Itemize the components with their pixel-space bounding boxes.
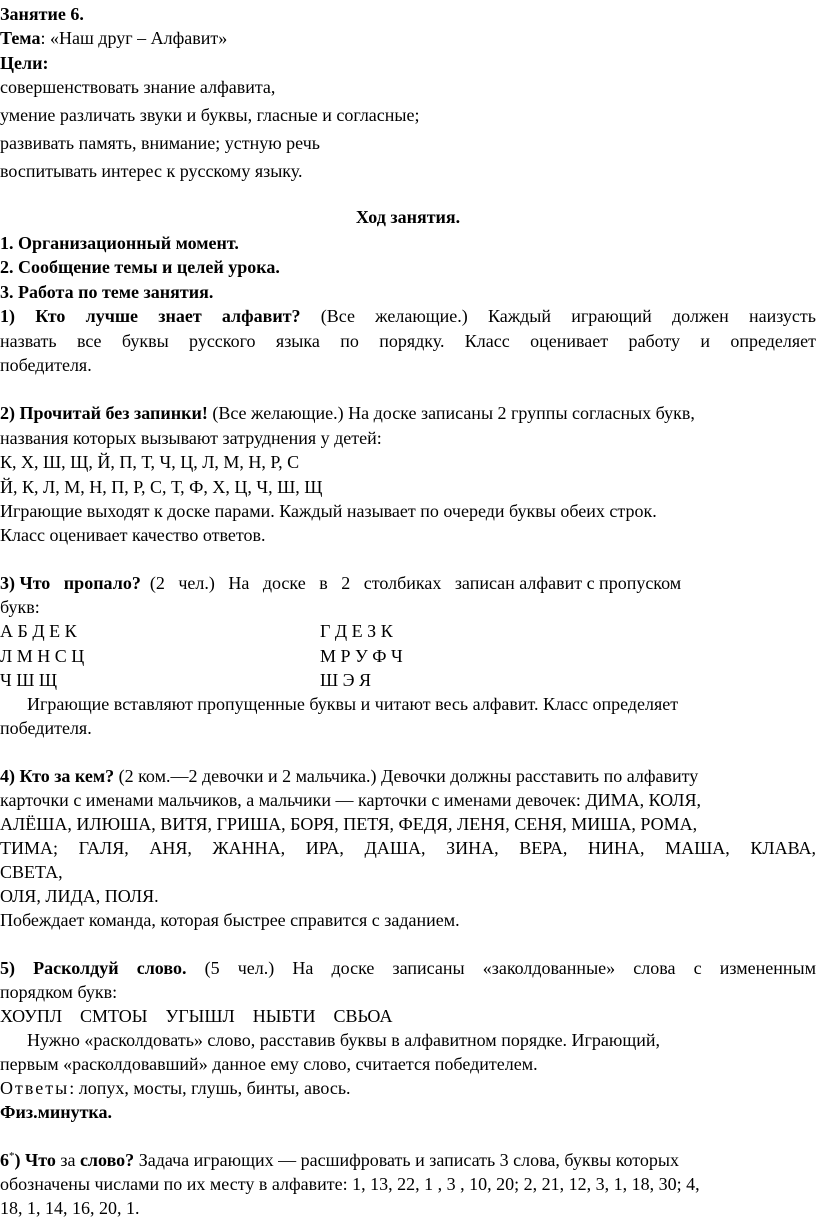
task3-line2: букв: bbox=[0, 597, 40, 617]
task1-text: (Все желающие.) Каждый играющий должен наизусть bbox=[300, 306, 816, 326]
task3-col1-row: А Б Д Е К bbox=[0, 621, 77, 641]
goal-item: совершенствовать знание алфавита, bbox=[0, 77, 276, 97]
answers-text: : лопух, мосты, глушь, бинты, авось. bbox=[69, 1078, 351, 1098]
task6-paren: ) bbox=[14, 1150, 21, 1170]
task6-za: за bbox=[60, 1150, 76, 1170]
task6-line2: обозначены числами по их месту в алфавите: 1, 13, 22, 1 , 3 , 10, 20; 2, 21, 12, 3, 1, 18, 30; 4, bbox=[0, 1174, 700, 1194]
task4-text: (2 ком.—2 девочки и 2 мальчика.) Девочки должны расставить по алфавиту bbox=[114, 766, 699, 786]
goal-item: умение различать звуки и буквы, гласные и согласные; bbox=[0, 105, 420, 125]
task5-line4: первым «расколдовавший» данное ему слово, считается победителем. bbox=[0, 1054, 538, 1074]
task3-col1-row: Ч Ш Щ bbox=[0, 670, 58, 690]
task3-text: (2 чел.) На доске в 2 столбиках записан алфавит с пропуском bbox=[140, 573, 682, 593]
task3-line1 bbox=[0, 572, 681, 594]
task2-line4: Класс оценивает качество ответов. bbox=[0, 525, 266, 545]
task6-number: 6 bbox=[0, 1150, 9, 1170]
task2-line1 bbox=[0, 402, 695, 424]
goal-item: воспитывать интерес к русскому языку. bbox=[0, 161, 303, 181]
task2-row1: К, Х, Ш, Щ, Й, П, Т, Ч, Ц, Л, М, Н, Р, С bbox=[0, 452, 300, 472]
task5-line1 bbox=[0, 957, 816, 979]
theme-value: : «Наш друг – Алфавит» bbox=[40, 28, 228, 48]
theme-label: Тема bbox=[0, 28, 41, 48]
task1-line2: назвать все буквы русского языка по порядку. Класс оценивает работу и определяет bbox=[0, 331, 816, 351]
goals-label: Цели: bbox=[0, 53, 49, 73]
task3-col1-row: Л М Н С Ц bbox=[0, 646, 85, 666]
task6-line1 bbox=[0, 1149, 679, 1171]
task5-words: ХОУПЛ СМТОЫ УГЫШЛ НЫБТИ СВЬОА bbox=[0, 1006, 393, 1026]
task5-line2: порядком букв: bbox=[0, 982, 118, 1002]
task2-row2: Й, К, Л, М, Н, П, Р, С, Т, Ф, Х, Ц, Ч, Ш, Щ bbox=[0, 477, 323, 497]
task4-line6: ОЛЯ, ЛИДА, ПОЛЯ. bbox=[0, 886, 159, 906]
task4-line1 bbox=[0, 765, 698, 787]
task4-line5: СВЕТА, bbox=[0, 862, 63, 882]
task4-line2: карточки с именами мальчиков, а мальчики — карточки с именами девочек: ДИМА, КОЛЯ, bbox=[0, 790, 701, 810]
task3-col2-row: Г Д Е З К bbox=[320, 621, 393, 641]
task3-col2-row: М Р У Ф Ч bbox=[320, 646, 403, 666]
stage-item: 2. Сообщение темы и целей урока. bbox=[0, 257, 280, 277]
task4-line7: Побеждает команда, которая быстрее справится с заданием. bbox=[0, 910, 460, 930]
task5-line3: Нужно «расколдовать» слово, расставив буквы в алфавитном порядке. Играющий, bbox=[0, 1030, 660, 1050]
task3-col2-row: Ш Э Я bbox=[320, 670, 372, 690]
task1-title: 1) Кто лучше знает алфавит? bbox=[0, 306, 301, 326]
task6-text: Задача играющих — расшифровать и записать 3 слова, буквы которых bbox=[134, 1150, 680, 1170]
fizminutka: Физ.минутка. bbox=[0, 1102, 113, 1122]
task1-line1 bbox=[0, 305, 816, 327]
task4-line3: АЛЁША, ИЛЮША, ВИТЯ, ГРИША, БОРЯ, ПЕТЯ, ФЕДЯ, ЛЕНЯ, СЕНЯ, МИША, РОМА, bbox=[0, 814, 698, 834]
task4-line4: ТИМА; ГАЛЯ, АНЯ, ЖАННА, ИРА, ДАША, ЗИНА, ВЕРА, НИНА, МАША, КЛАВА, bbox=[0, 838, 816, 858]
answers-label: Ответы bbox=[0, 1078, 70, 1098]
task3-title: 3) Что пропало? bbox=[0, 573, 141, 593]
task6-what: Что bbox=[25, 1150, 56, 1170]
goal-item: развивать память, внимание; устную речь bbox=[0, 133, 320, 153]
progress-title: Ход занятия. bbox=[355, 207, 461, 227]
task6-star: * bbox=[9, 1150, 15, 1162]
stage-item: 1. Организационный момент. bbox=[0, 233, 239, 253]
task5-answers bbox=[0, 1077, 351, 1099]
stage-item: 3. Работа по теме занятия. bbox=[0, 282, 214, 302]
task2-line3: Играющие выходят к доске парами. Каждый называет по очереди буквы обеих строк. bbox=[0, 501, 657, 521]
task3-line3: Играющие вставляют пропущенные буквы и читают весь алфавит. Класс определяет bbox=[0, 694, 679, 714]
task4-title: 4) Кто за кем? bbox=[0, 766, 115, 786]
task1-line3: победителя. bbox=[0, 355, 92, 375]
task5-text: (5 чел.) На доске записаны «заколдованные» слова с измененным bbox=[186, 958, 816, 978]
task5-title: 5) Расколдуй слово. bbox=[0, 958, 187, 978]
task6-line3: 18, 1, 14, 16, 20, 1. bbox=[0, 1198, 140, 1218]
task3-line4: победителя. bbox=[0, 718, 92, 738]
lesson-number: Занятие 6. bbox=[0, 4, 84, 24]
task2-line2: названия которых вызывают затруднения у детей: bbox=[0, 428, 382, 448]
task2-text: (Все желающие.) На доске записаны 2 группы согласных букв, bbox=[207, 403, 695, 423]
theme-line bbox=[0, 27, 227, 49]
task2-title: 2) Прочитай без запинки! bbox=[0, 403, 208, 423]
task6-word: слово? bbox=[79, 1150, 135, 1170]
